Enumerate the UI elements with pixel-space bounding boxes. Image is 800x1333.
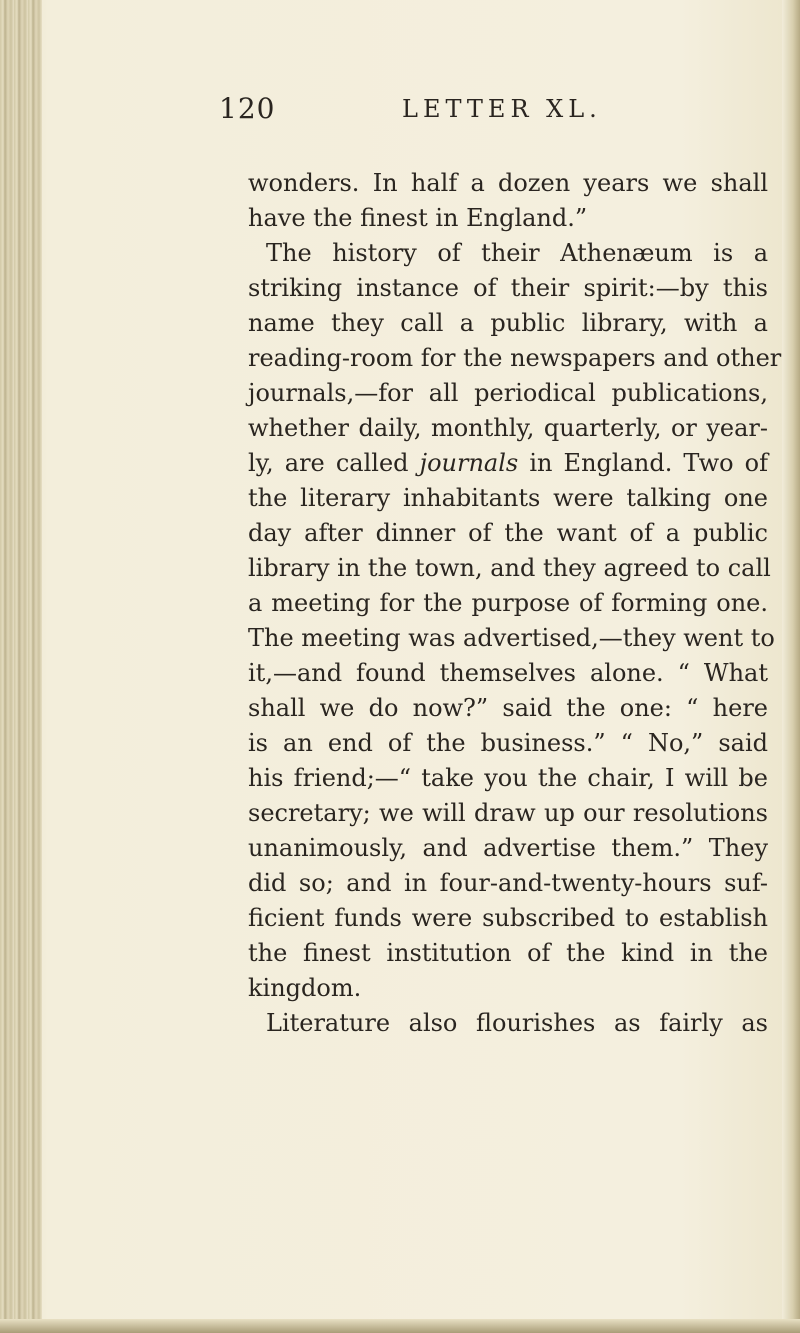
page-number: 120 bbox=[219, 92, 276, 125]
text-line: secretary; we will draw up our resolutions bbox=[248, 799, 768, 827]
text-line: kingdom. bbox=[248, 974, 362, 1002]
text-line: Literature also flourishes as fairly as bbox=[266, 1009, 768, 1037]
text-line: day after dinner of the want of a public bbox=[248, 519, 768, 547]
binding-gutter bbox=[0, 0, 42, 1333]
text-line bbox=[248, 446, 768, 481]
text-line: did so; and in four-and-twenty-hours suf- bbox=[248, 869, 768, 897]
text-segment: in England. Two of bbox=[518, 449, 769, 477]
text-line: journals,—for all periodical publications, bbox=[248, 379, 768, 407]
italic-word: journals bbox=[419, 449, 519, 477]
text-line: it,—and found themselves alone. “ What bbox=[248, 659, 768, 687]
page-header bbox=[219, 92, 739, 132]
text-line: unanimously, and advertise them.” They bbox=[248, 834, 768, 862]
text-line: library in the town, and they agreed to call bbox=[248, 554, 771, 582]
text-line: the finest institution of the kind in the bbox=[248, 939, 768, 967]
text-line: whether daily, monthly, quarterly, or year- bbox=[248, 414, 768, 442]
text-line: have the finest in England.” bbox=[248, 204, 588, 232]
running-head: LETTER XL. bbox=[402, 95, 602, 123]
text-line: a meeting for the purpose of forming one. bbox=[248, 589, 768, 617]
text-line: shall we do now?” said the one: “ here bbox=[248, 694, 768, 722]
text-line: The meeting was advertised,—they went to bbox=[248, 624, 775, 652]
text-line: ficient funds were subscribed to establish bbox=[248, 904, 768, 932]
text-line: is an end of the business.” “ No,” said bbox=[248, 729, 768, 757]
text-line: his friend;—“ take you the chair, I will be bbox=[248, 764, 768, 792]
text-line: The history of their Athenæum is a bbox=[266, 239, 768, 267]
text-line: wonders. In half a dozen years we shall bbox=[248, 169, 768, 197]
text-line: name they call a public library, with a bbox=[248, 309, 768, 337]
text-segment: ly, are called bbox=[248, 449, 420, 477]
page-edge-bottom bbox=[0, 1319, 800, 1333]
body-text bbox=[248, 166, 782, 1041]
text-line: reading-room for the newspapers and other bbox=[248, 344, 782, 372]
text-line: striking instance of their spirit:—by this bbox=[248, 274, 768, 302]
page-edge-right bbox=[782, 0, 800, 1333]
text-line: the literary inhabitants were talking one bbox=[248, 484, 768, 512]
